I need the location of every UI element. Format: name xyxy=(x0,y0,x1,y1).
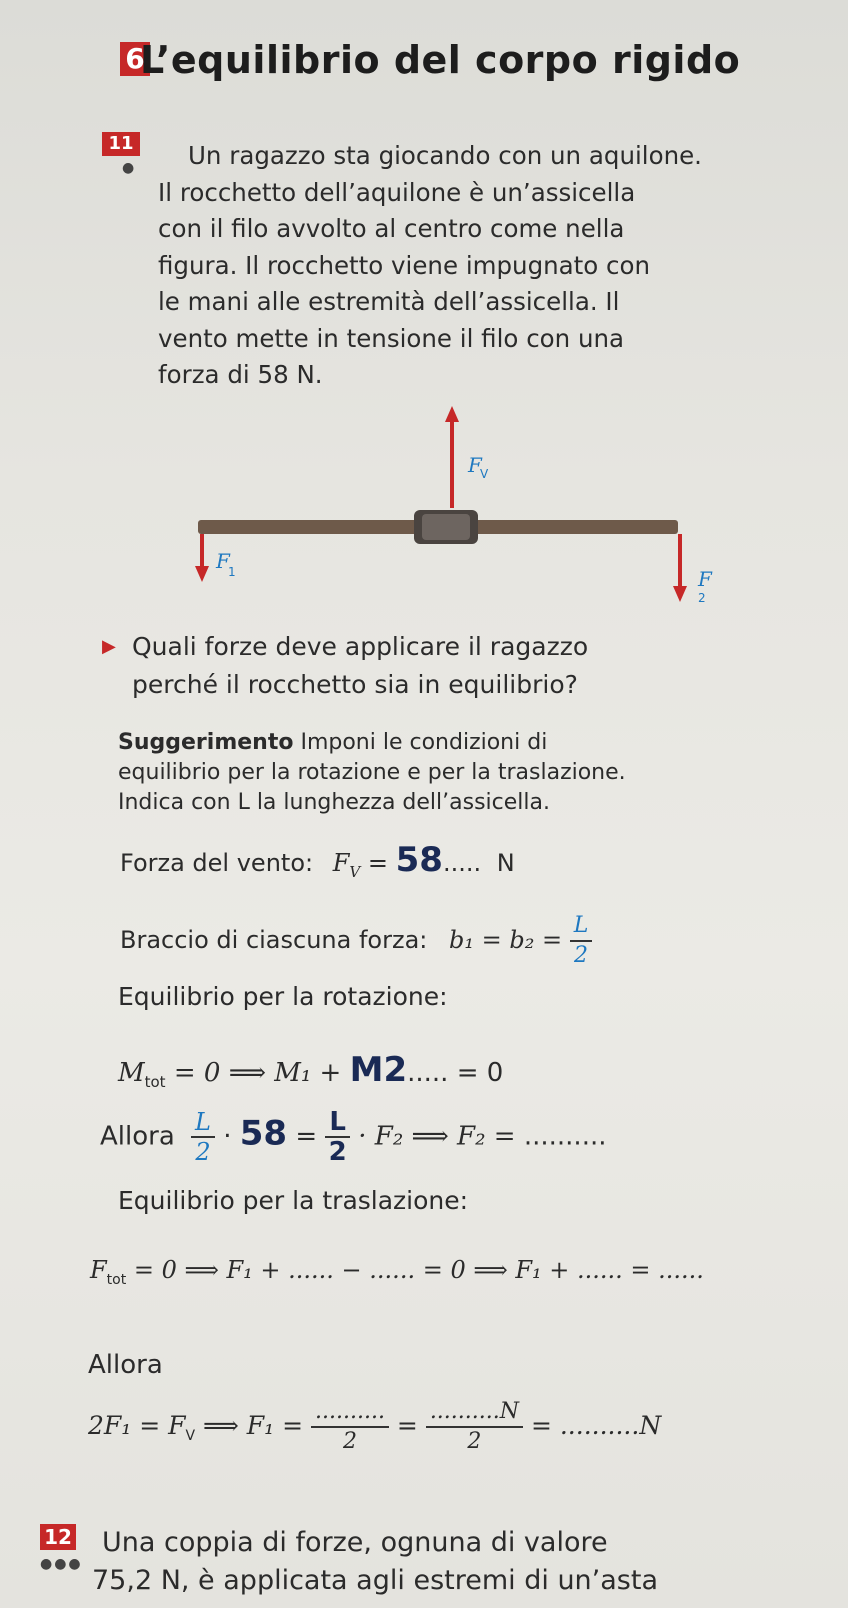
question-marker-icon: ▶ xyxy=(102,636,116,657)
fv-label: F xyxy=(468,453,482,477)
section-title: L’equilibrio del corpo rigido xyxy=(140,38,741,82)
trasl-f: F xyxy=(90,1256,107,1284)
final-fraction-1 xyxy=(311,1398,389,1456)
arm-expr: b₁ = b₂ = xyxy=(449,926,563,954)
rot-m: M xyxy=(118,1058,145,1088)
f1-arrowhead xyxy=(195,566,209,582)
wind-sub: V xyxy=(349,862,361,881)
arm-label: Braccio di ciascuna forza: xyxy=(120,926,428,954)
wind-handwritten-value: 58 xyxy=(395,840,443,880)
spool-core xyxy=(422,514,470,540)
hint-line: Imponi le condizioni di xyxy=(300,730,548,755)
translation-heading: Equilibrio per la traslazione: xyxy=(118,1186,469,1215)
rot-sub: tot xyxy=(144,1073,166,1092)
trasl-sub: tot xyxy=(106,1271,127,1288)
text-line: Il rocchetto dell’aquilone è un’assicella xyxy=(158,177,636,207)
translation-eq xyxy=(90,1256,704,1288)
allora-hw-num: L xyxy=(325,1108,350,1138)
allora-hw-den: 2 xyxy=(328,1137,347,1167)
next-line: 75,2 N, è applicata agli estremi di un’asta xyxy=(92,1565,658,1596)
hint xyxy=(118,728,838,818)
final-fraction-2 xyxy=(426,1398,523,1456)
exercise-number: 11 xyxy=(102,132,140,156)
arm-den: 2 xyxy=(574,943,589,968)
f2-label: F xyxy=(698,567,712,591)
question-line: Quali forze deve applicare il ragazzo xyxy=(132,632,589,661)
trasl-rest: = 0 ⟹ F₁ + ...... − ...... = 0 ⟹ F₁ + ...... = ...... xyxy=(133,1256,704,1284)
rotation-heading: Equilibrio per la rotazione: xyxy=(118,982,448,1011)
final-den-2: 2 xyxy=(467,1429,482,1454)
allora-rest: · F₂ ⟹ F₂ = xyxy=(358,1121,516,1152)
final-num-2: ..........N xyxy=(426,1398,523,1428)
hint-label: Suggerimento xyxy=(118,730,294,755)
f2-arrowhead xyxy=(673,586,687,602)
text-line: le mani alle estremità dell’assicella. Il xyxy=(158,287,620,316)
section-number: 6 xyxy=(120,42,150,76)
allora-row-1: Allora $\frac{L}{2}$ · 58 = $\frac{L}{2}$ · F₂ ⟹ F₂ = .......... xyxy=(100,1107,607,1167)
allora-handwritten: 58 xyxy=(239,1113,288,1154)
text-line: figura. Il rocchetto viene impugnato con xyxy=(158,250,651,280)
final-den-1: 2 xyxy=(342,1429,357,1454)
question xyxy=(132,628,832,704)
wind-unit: N xyxy=(496,849,515,877)
wind-label: Forza del vento: xyxy=(120,849,314,877)
rot-end: = 0 xyxy=(456,1058,504,1088)
final-num-1: .......... xyxy=(311,1398,389,1428)
next-line: Una coppia di forze, ognuna di valore xyxy=(102,1527,608,1558)
allora-num: L xyxy=(191,1108,215,1138)
rotation-eq: $M_{tot} = 0$ ⟹ M₁ + M2..... = 0 xyxy=(118,1050,504,1092)
arm-row xyxy=(120,912,592,970)
rot-mid: = 0 ⟹ M₁ + xyxy=(173,1058,342,1088)
fv-sub: V xyxy=(480,467,489,481)
allora-label-2: Allora xyxy=(88,1350,163,1380)
exercise-text xyxy=(158,138,808,394)
f1-label: F xyxy=(216,549,230,573)
f1-sub: 1 xyxy=(228,565,236,579)
text-line: forza di 58 N. xyxy=(158,360,323,389)
hint-line: equilibrio per la rotazione e per la traslazione. xyxy=(118,760,626,785)
hint-line: Indica con L la lunghezza dell’assicella. xyxy=(118,790,550,815)
spool-diagram xyxy=(150,400,710,620)
final-left: 2F₁ = F xyxy=(88,1411,186,1440)
final-mid: ⟹ F₁ = xyxy=(203,1411,304,1440)
next-exercise-number: 12 xyxy=(40,1524,76,1550)
f2-sub: 2 xyxy=(698,591,706,605)
allora-fraction xyxy=(191,1108,215,1166)
text-line: vento mette in tensione il filo con una xyxy=(158,323,625,353)
allora-den: 2 xyxy=(195,1138,211,1166)
arm-fraction xyxy=(570,912,593,970)
final-eq: $2F_1 = F_V$ ⟹ F₁ = $\frac{..........}{2}$ = $\frac{..........N}{2}$ = ..........N xyxy=(88,1399,662,1454)
rot-handwritten: M2 xyxy=(349,1050,408,1090)
final-end: = ..........N xyxy=(530,1411,662,1440)
text-line: con il filo avvolto al centro come nella xyxy=(158,214,625,243)
wind-row: Forza del vento: $F_V = 58$..... N xyxy=(120,840,515,881)
allora-handwritten-fraction xyxy=(325,1108,350,1166)
arm-num: L xyxy=(570,912,593,942)
difficulty-dots: ● xyxy=(122,160,137,176)
allora-label: Allora xyxy=(100,1121,175,1152)
question-line: perché il rocchetto sia in equilibrio? xyxy=(132,670,578,699)
next-difficulty-dots: ●●● xyxy=(40,1556,83,1572)
next-exercise-text xyxy=(92,1524,832,1600)
final-sub: V xyxy=(185,1428,196,1444)
wind-var: F xyxy=(332,849,350,877)
fv-arrowhead xyxy=(445,406,459,422)
text-line: Un ragazzo sta giocando con un aquilone. xyxy=(188,141,702,170)
